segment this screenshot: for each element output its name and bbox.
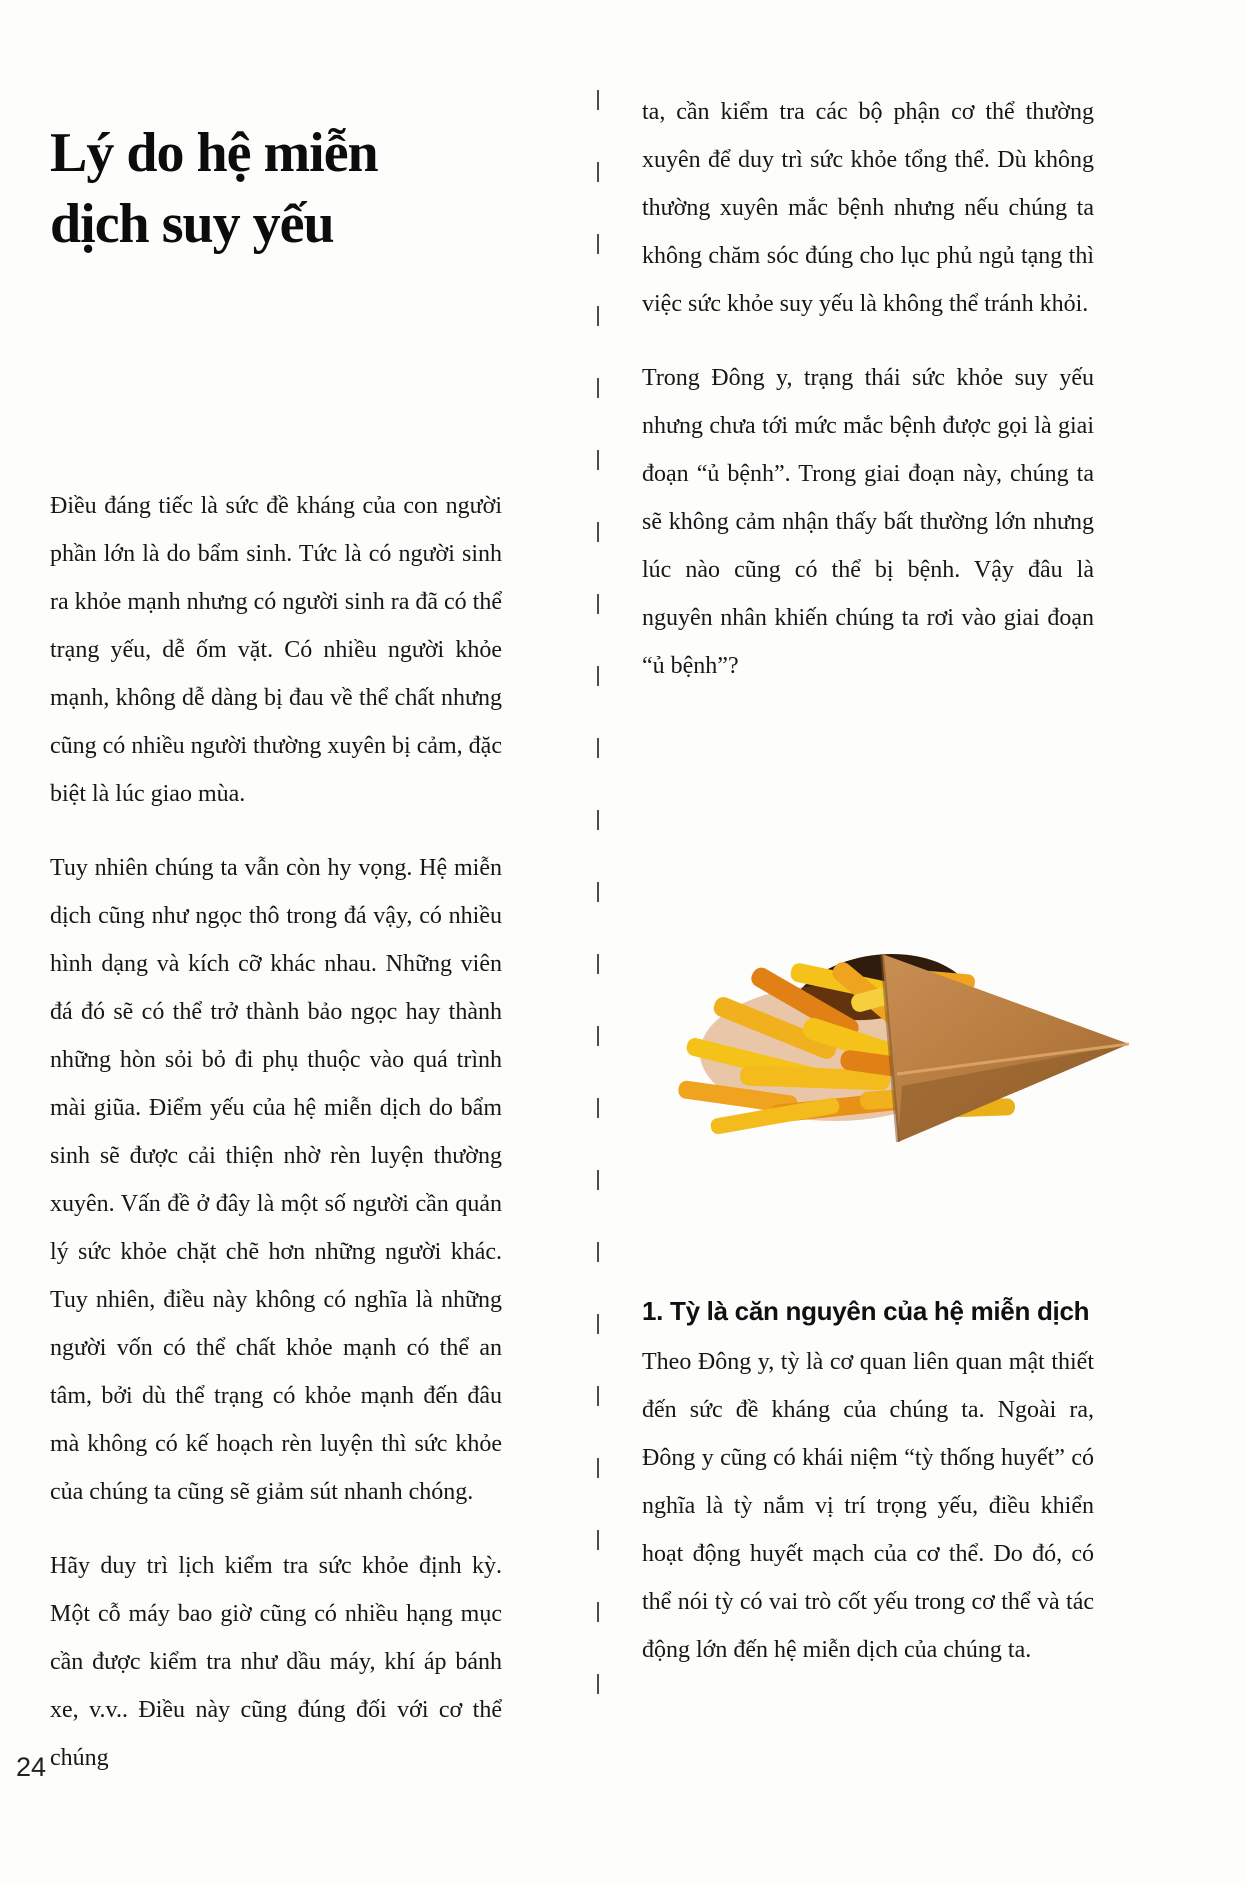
page-title-line-2: dịch suy yếu bbox=[50, 193, 334, 256]
page-title-line-1: Lý do hệ miễn bbox=[50, 121, 378, 184]
section-heading: 1. Tỳ là căn nguyên của hệ miễn dịch bbox=[642, 1295, 1090, 1326]
column-divider bbox=[597, 90, 599, 1725]
paragraph: Trong Đông y, trạng thái sức khỏe suy yếu nhưng chưa tới mức mắc bệnh được gọi là giai đoạn “ủ bệnh”. Trong giai đoạn này, chúng ta sẽ không cảm nhận thấy bất thường lớn nhưng lúc nào cũng có thể bị bệnh. Vậy đâu là nguyên nhân khiến chúng ta rơi vào giai đoạn “ủ bệnh”? bbox=[642, 365, 1094, 679]
section-body bbox=[642, 1338, 1094, 1700]
paragraph: Tuy nhiên chúng ta vẫn còn hy vọng. Hệ miễn dịch cũng như ngọc thô trong đá vậy, có nhiều hình dạng và kích cỡ khác nhau. Những viên đá đó sẽ có thể trở thành bảo ngọc hay thành những hòn sỏi bỏ đi phụ thuộc vào quá trình mài giũa. Điểm yếu của hệ miễn dịch do bẩm sinh sẽ được cải thiện nhờ rèn luyện thường xuyên. Vấn đề ở đây là một số người cần quản lý sức khỏe chặt chẽ hơn những người khác. Tuy nhiên, điều này không có nghĩa là những người vốn có thể chất khỏe mạnh có thể an tâm, bởi dù thể trạng có khỏe mạnh đến đâu mà không có kế hoạch rèn luyện thì sức khỏe của chúng ta cũng sẽ giảm sút nhanh chóng. bbox=[50, 855, 502, 1505]
paragraph: Hãy duy trì lịch kiểm tra sức khỏe định kỳ. Một cỗ máy bao giờ cũng có nhiều hạng mục cần được kiểm tra như dầu máy, khí áp bánh xe, v.v.. Điều này cũng đúng đối với cơ thể chúng bbox=[50, 1553, 502, 1771]
paragraph: Điều đáng tiếc là sức đề kháng của con người phần lớn là do bẩm sinh. Tức là có người sinh ra khỏe mạnh nhưng có người sinh ra đã có thể trạng yếu, dễ ốm vặt. Có nhiều người khỏe mạnh, không dễ dàng bị đau về thể chất nhưng cũng có nhiều người thường xuyên bị cảm, đặc biệt là lúc giao mùa. bbox=[50, 493, 502, 807]
page-title bbox=[50, 118, 520, 261]
right-column bbox=[642, 88, 1094, 716]
french-fries-cone-illustration bbox=[650, 938, 1150, 1173]
paragraph: Theo Đông y, tỳ là cơ quan liên quan mật thiết đến sức đề kháng của chúng ta. Ngoài ra, Đông y cũng có khái niệm “tỳ thống huyết” có nghĩa là tỳ nắm vị trí trọng yếu, điều khiển hoạt động huyết mạch của cơ thể. Do đó, có thể nói tỳ có vai trò cốt yếu trong cơ thể và tác động lớn đến hệ miễn dịch của chúng ta. bbox=[642, 1349, 1094, 1663]
left-column bbox=[50, 482, 502, 1808]
page-number: 24 bbox=[16, 1752, 47, 1782]
fries-photo bbox=[650, 938, 1150, 1173]
paragraph: ta, cần kiểm tra các bộ phận cơ thể thường xuyên để duy trì sức khỏe tổng thể. Dù không thường xuyên mắc bệnh nhưng nếu chúng ta không chăm sóc đúng cho lục phủ ngủ tạng thì việc sức khỏe suy yếu là không thể tránh khỏi. bbox=[642, 99, 1094, 317]
